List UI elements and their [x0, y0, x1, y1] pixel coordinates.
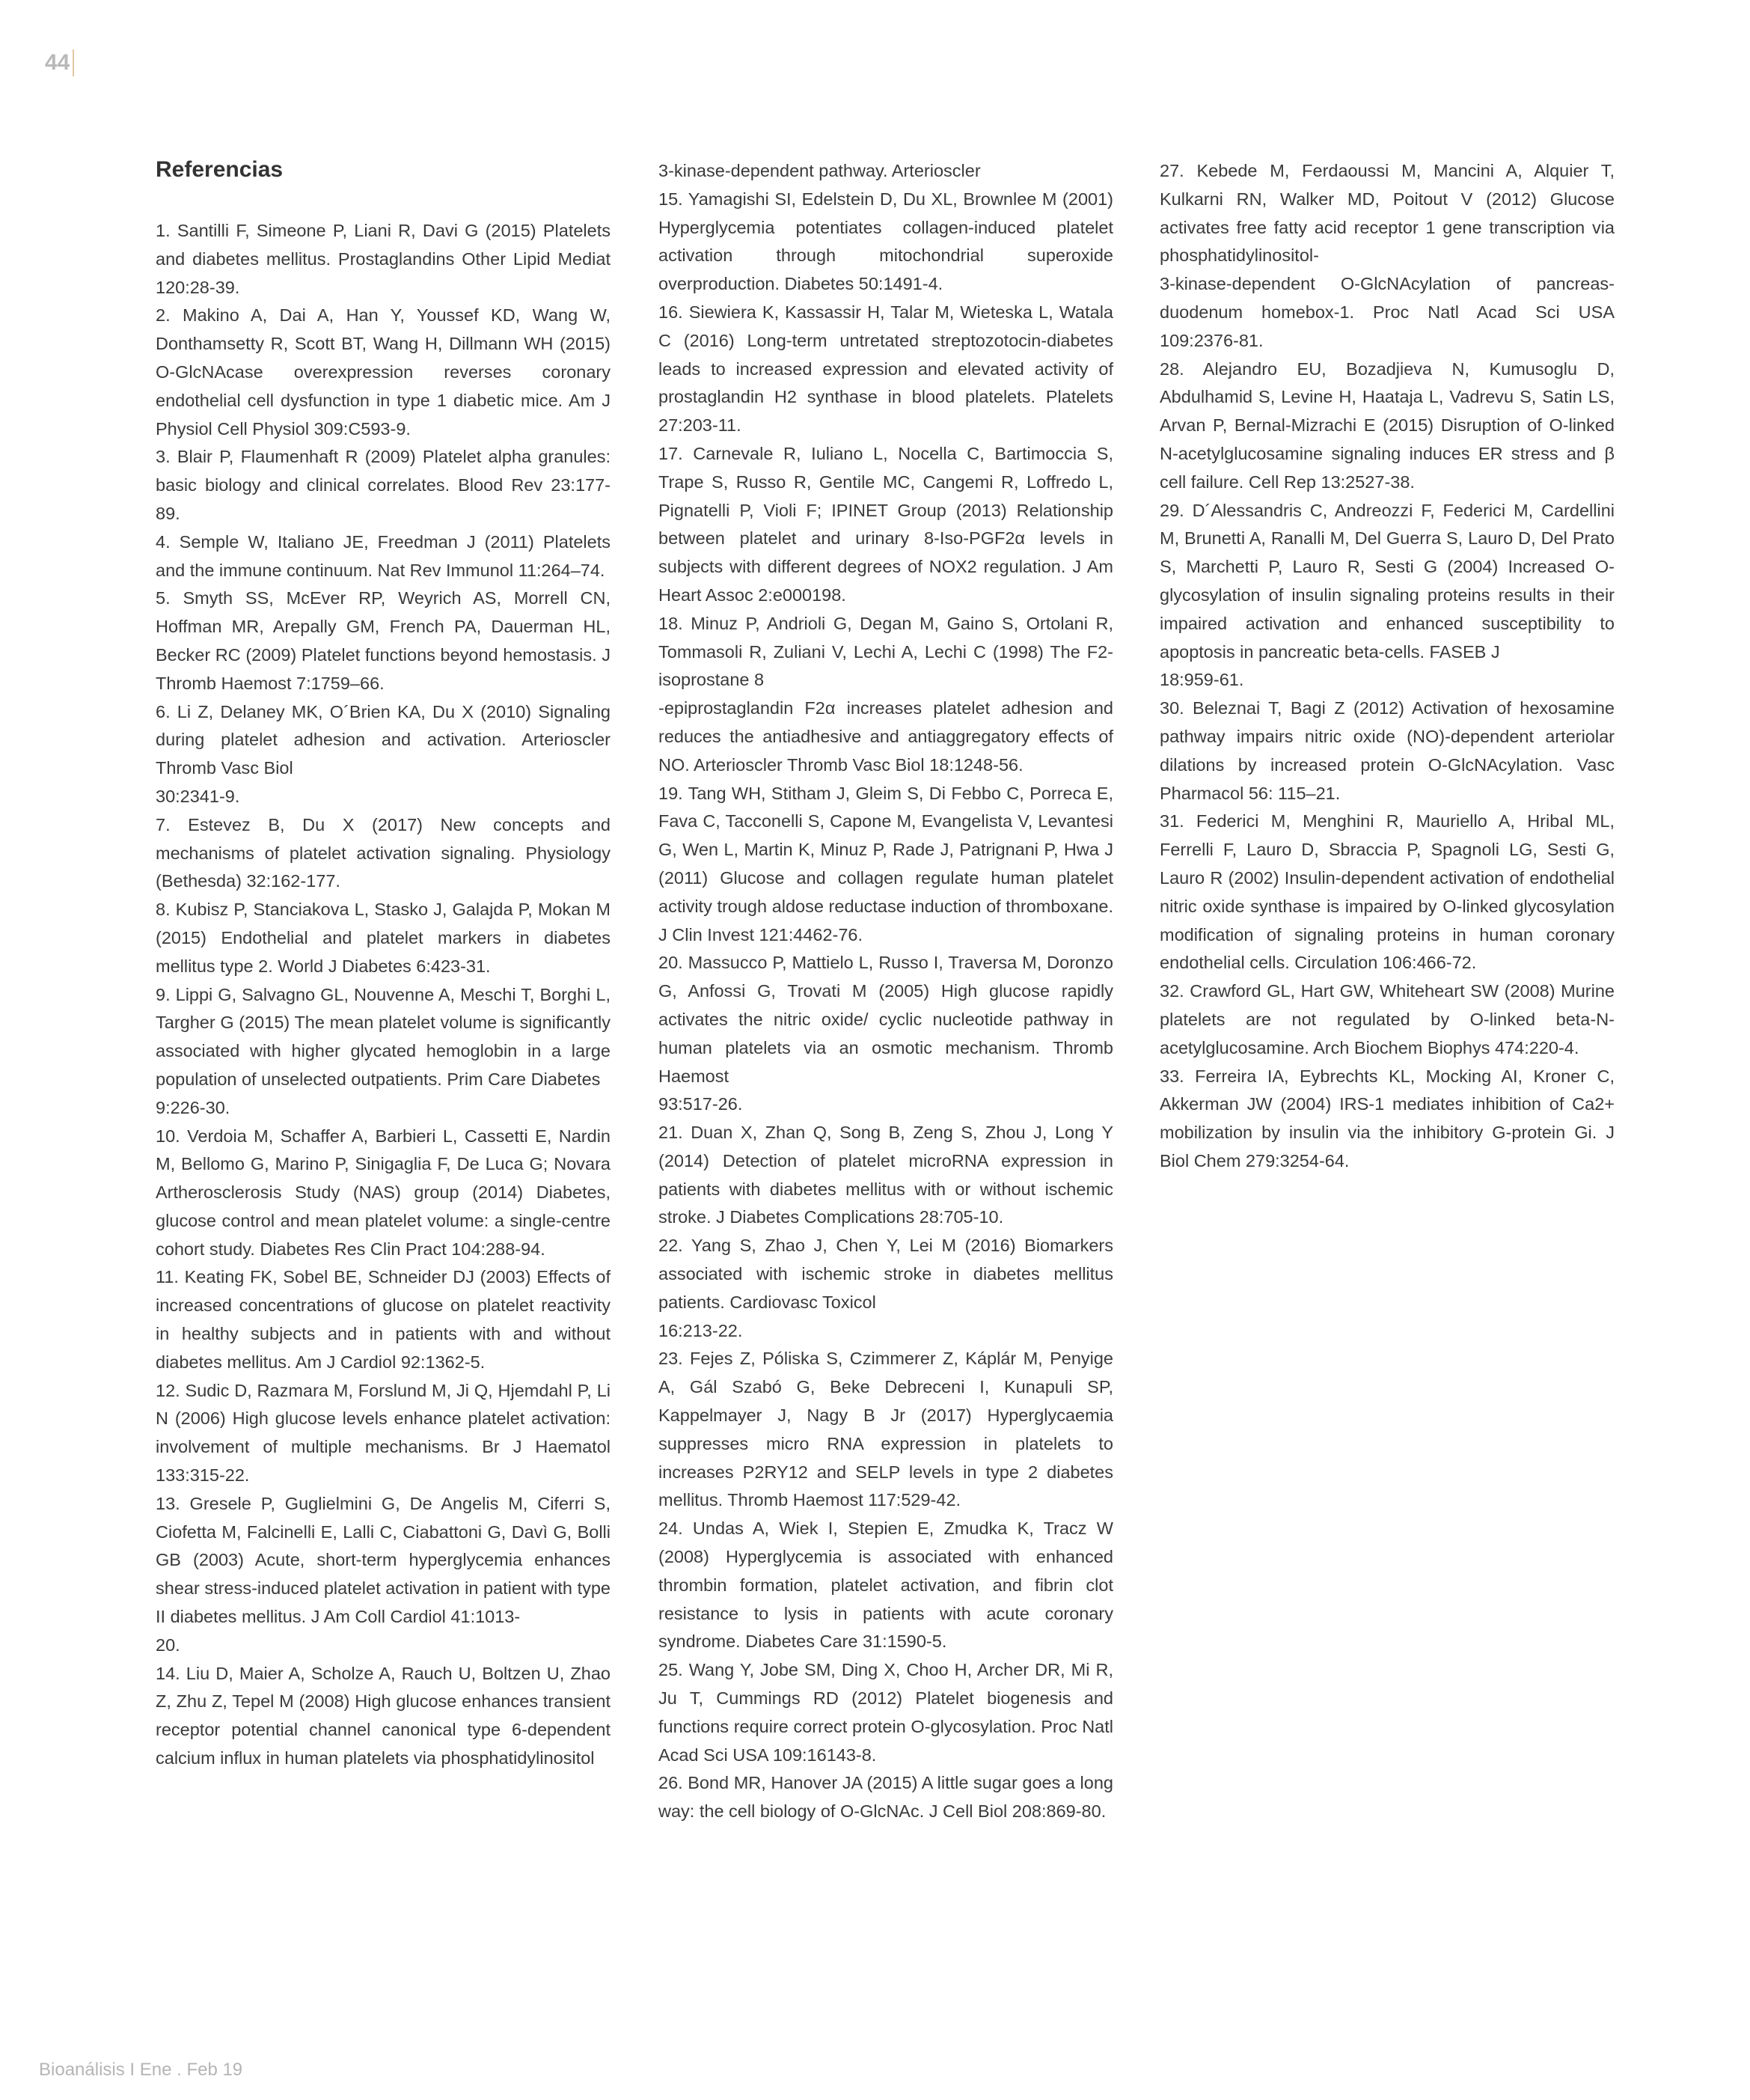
reference-entry: 9. Lippi G, Salvagno GL, Nouvenne A, Meschi T, Borghi L, Targher G (2015) The mean platelet volume is significantly associated with higher glycated hemoglobin in a large population of unselected outpatients. Prim Care Diabetes	[156, 984, 611, 1089]
reference-entry: 30. Beleznai T, Bagi Z (2012) Activation of hexosamine pathway impairs nitric oxide (NO)-dependent arteriolar dilations by increased protein O-GlcNAcylation. Vasc Pharmacol 56: 115–21.	[1160, 698, 1615, 803]
reference-entry: 24. Undas A, Wiek I, Stepien E, Zmudka K, Tracz W (2008) Hyperglycemia is associated with enhanced thrombin formation, platelet activation, and fibrin clot resistance to lysis in patients with acute coronary syndrome. Diabetes Care 31:1590-5.	[658, 1518, 1113, 1652]
references-heading: Referencias	[156, 157, 284, 182]
footer-journal-issue: Bioanálisis I Ene . Feb 19	[39, 2060, 243, 2080]
reference-entry: 32. Crawford GL, Hart GW, Whiteheart SW (2008) Murine platelets are not regulated by O-linked beta-N-acetylglucosamine. Arch Biochem Biophys 474:220-4.	[1160, 981, 1615, 1057]
reference-entry: 20. Massucco P, Mattielo L, Russo I, Traversa M, Doronzo G, Anfossi G, Trovati M (2005) High glucose rapidly activates the nitric oxide/ cyclic nucleotide pathway in human platelets via an osmotic mechanism. Thromb Haemost	[658, 953, 1113, 1086]
reference-entry: 3-kinase-dependent pathway. Arterioscler	[658, 161, 981, 180]
reference-entry: 26. Bond MR, Hanover JA (2015) A little sugar goes a long way: the cell biology of O-GlcNAc. J Cell Biol 208:869-80.	[658, 1773, 1113, 1822]
reference-entry: 16. Siewiera K, Kassassir H, Talar M, Wieteska L, Watala C (2016) Long-term untretated streptozotocin-diabetes leads to increased expression and elevated activity of prostaglandin H2 synthase in blood platelets. Platelets 27:203-11.	[658, 302, 1113, 436]
reference-entry: 19. Tang WH, Stitham J, Gleim S, Di Febbo C, Porreca E, Fava C, Tacconelli S, Capone M, Evangelista V, Levantesi G, Wen L, Martin K, Minuz P, Rade J, Patrignani P, Hwa J (2011) Glucose and collagen regulate human platelet activity trough aldose reductase induction of thromboxane. J Clin Invest 121:4462-76.	[658, 783, 1113, 944]
reference-entry: 21. Duan X, Zhan Q, Song B, Zeng S, Zhou J, Long Y (2014) Detection of platelet microRNA expression in patients with diabetes mellitus with or without ischemic stroke. J Diabetes Complications 28:705-10.	[658, 1123, 1113, 1227]
reference-entry: 17. Carnevale R, Iuliano L, Nocella C, Bartimoccia S, Trape S, Russo R, Gentile MC, Cangemi R, Loffredo L, Pignatelli P, Violi F; IPINET Group (2013) Relationship between platelet and urinary 8-Iso-PGF2α levels in subjects with different degrees of NOX2 regulation. J Am Heart Assoc 2:e000198.	[658, 443, 1113, 605]
reference-entry: 7. Estevez B, Du X (2017) New concepts and mechanisms of platelet activation signaling. Physiology (Bethesda) 32:162-177.	[156, 814, 611, 891]
reference-entry: 30:2341-9.	[156, 786, 240, 806]
reference-entry: 28. Alejandro EU, Bozadjieva N, Kumusoglu D, Abdulhamid S, Levine H, Haataja L, Vadrevu S, Satin LS, Arvan P, Bernal-Mizrachi E (2015) Disruption of O-linked N-acetylglucosamine signaling induces ER stress and β cell failure. Cell Rep 13:2527-38.	[1160, 358, 1615, 492]
reference-entry: 11. Keating FK, Sobel BE, Schneider DJ (2003) Effects of increased concentrations of glucose on platelet reactivity in healthy subjects and in patients with and without diabetes mellitus. Am J Cardiol 92:1362-5.	[156, 1267, 611, 1372]
reference-entry: 3. Blair P, Flaumenhaft R (2009) Platelet alpha granules: basic biology and clinical correlates. Blood Rev 23:177-89.	[156, 447, 611, 523]
reference-entry: 93:517-26.	[658, 1094, 743, 1114]
reference-entry: 2. Makino A, Dai A, Han Y, Youssef KD, Wang W, Donthamsetty R, Scott BT, Wang H, Dillmann WH (2015) O-GlcNAcase overexpression reverses coronary endothelial cell dysfunction in type 1 diabetic mice. Am J Physiol Cell Physiol 309:C593-9.	[156, 305, 611, 439]
reference-entry: 4. Semple W, Italiano JE, Freedman J (2011) Platelets and the immune continuum. Nat Rev Immunol 11:264–74.	[156, 531, 611, 580]
reference-entry: 18. Minuz P, Andrioli G, Degan M, Gaino S, Ortolani R, Tommasoli R, Zuliani V, Lechi A, Lechi C (1998) The F2-isoprostane 8	[658, 613, 1113, 690]
reference-entry: 20.	[156, 1634, 180, 1655]
reference-entry: 10. Verdoia M, Schaffer A, Barbieri L, Cassetti E, Nardin M, Bellomo G, Marino P, Sinigaglia F, De Luca G; Novara Artherosclerosis Study (NAS) group (2014) Diabetes, glucose control and mean platelet volume: a single-centre cohort study. Diabetes Res Clin Pract 104:288-94.	[156, 1126, 611, 1259]
reference-column-1	[156, 217, 611, 1773]
reference-entry: 13. Gresele P, Guglielmini G, De Angelis M, Ciferri S, Ciofetta M, Falcinelli E, Lalli C, Ciabattoni G, Davì G, Bolli GB (2003) Acute, short-term hyperglycemia enhances shear stress-induced platelet activation in patient with type II diabetes mellitus. J Am Coll Cardiol 41:1013-	[156, 1493, 611, 1627]
reference-entry: 23. Fejes Z, Póliska S, Czimmerer Z, Káplár M, Penyige A, Gál Szabó G, Beke Debreceni I, Kunapuli SP, Kappelmayer J, Nagy B Jr (2017) Hyperglycaemia suppresses micro RNA expression in platelets to increases P2RY12 and SELP levels in type 2 diabetes mellitus. Thromb Haemost 117:529-42.	[658, 1349, 1113, 1510]
reference-column-3	[1160, 157, 1615, 1176]
reference-entry: 16:213-22.	[658, 1320, 743, 1340]
reference-entry: 22. Yang S, Zhao J, Chen Y, Lei M (2016) Biomarkers associated with ischemic stroke in diabetes mellitus patients. Cardiovasc Toxicol	[658, 1236, 1113, 1312]
page-number: 44	[45, 49, 74, 76]
reference-entry: 18:959-61.	[1160, 670, 1244, 690]
reference-entry: 25. Wang Y, Jobe SM, Ding X, Choo H, Archer DR, Mi R, Ju T, Cummings RD (2012) Platelet biogenesis and functions require correct protein O-glycosylation. Proc Natl Acad Sci USA 109:16143-8.	[658, 1660, 1113, 1765]
reference-entry: 33. Ferreira IA, Eybrechts KL, Mocking AI, Kroner C, Akkerman JW (2004) IRS-1 mediates inhibition of Ca2+ mobilization by insulin via the inhibitory G-protein Gi. J Biol Chem 279:3254-64.	[1160, 1066, 1615, 1170]
reference-entry: -epiprostaglandin F2α increases platelet adhesion and reduces the antiadhesive and antiaggregatory effects of NO. Arterioscler Thromb Vasc Biol 18:1248-56.	[658, 698, 1113, 775]
reference-entry: 15. Yamagishi SI, Edelstein D, Du XL, Brownlee M (2001) Hyperglycemia potentiates collagen-induced platelet activation through mitochondrial superoxide overproduction. Diabetes 50:1491-4.	[658, 189, 1113, 294]
reference-entry: 14. Liu D, Maier A, Scholze A, Rauch U, Boltzen U, Zhao Z, Zhu Z, Tepel M (2008) High glucose enhances transient receptor potential channel canonical type 6-dependent calcium influx in human platelets via phosphatidylinositol	[156, 1663, 611, 1768]
reference-entry: 12. Sudic D, Razmara M, Forslund M, Ji Q, Hjemdahl P, Li N (2006) High glucose levels enhance platelet activation: involvement of multiple mechanisms. Br J Haematol 133:315-22.	[156, 1380, 611, 1486]
reference-entry: 9:226-30.	[156, 1097, 230, 1117]
reference-column-2	[658, 157, 1113, 1826]
reference-entry: 31. Federici M, Menghini R, Mauriello A, Hribal ML, Ferrelli F, Lauro D, Sbraccia P, Spagnoli LG, Sesti G, Lauro R (2002) Insulin-dependent activation of endothelial nitric oxide synthase is impaired by O-linked glycosylation modification of signaling proteins in human coronary endothelial cells. Circulation 106:466-72.	[1160, 811, 1615, 973]
reference-entry: 3-kinase-dependent O-GlcNAcylation of pancreas-duodenum homebox-1. Proc Natl Acad Sci USA 109:2376-81.	[1160, 274, 1615, 350]
reference-entry: 8. Kubisz P, Stanciakova L, Stasko J, Galajda P, Mokan M (2015) Endothelial and platelet markers in diabetes mellitus type 2. World J Diabetes 6:423-31.	[156, 900, 611, 976]
reference-entry: 1. Santilli F, Simeone P, Liani R, Davi G (2015) Platelets and diabetes mellitus. Prostaglandins Other Lipid Mediat 120:28-39.	[156, 221, 611, 297]
reference-entry: 27. Kebede M, Ferdaoussi M, Mancini A, Alquier T, Kulkarni RN, Walker MD, Poitout V (2012) Glucose activates free fatty acid receptor 1 gene transcription via phosphatidylinositol-	[1160, 161, 1615, 266]
reference-entry: 5. Smyth SS, McEver RP, Weyrich AS, Morrell CN, Hoffman MR, Arepally GM, French PA, Dauerman HL, Becker RC (2009) Platelet functions beyond hemostasis. J Thromb Haemost 7:1759–66.	[156, 588, 611, 693]
reference-entry: 29. D´Alessandris C, Andreozzi F, Federici M, Cardellini M, Brunetti A, Ranalli M, Del Guerra S, Lauro D, Del Prato S, Marchetti P, Lauro R, Sesti G (2004) Increased O-glycosylation of insulin signaling proteins results in their impaired activation and enhanced susceptibility to apoptosis in pancreatic beta-cells. FASEB J	[1160, 500, 1615, 662]
reference-entry: 6. Li Z, Delaney MK, O´Brien KA, Du X (2010) Signaling during platelet adhesion and activation. Arterioscler Thromb Vasc Biol	[156, 701, 611, 778]
